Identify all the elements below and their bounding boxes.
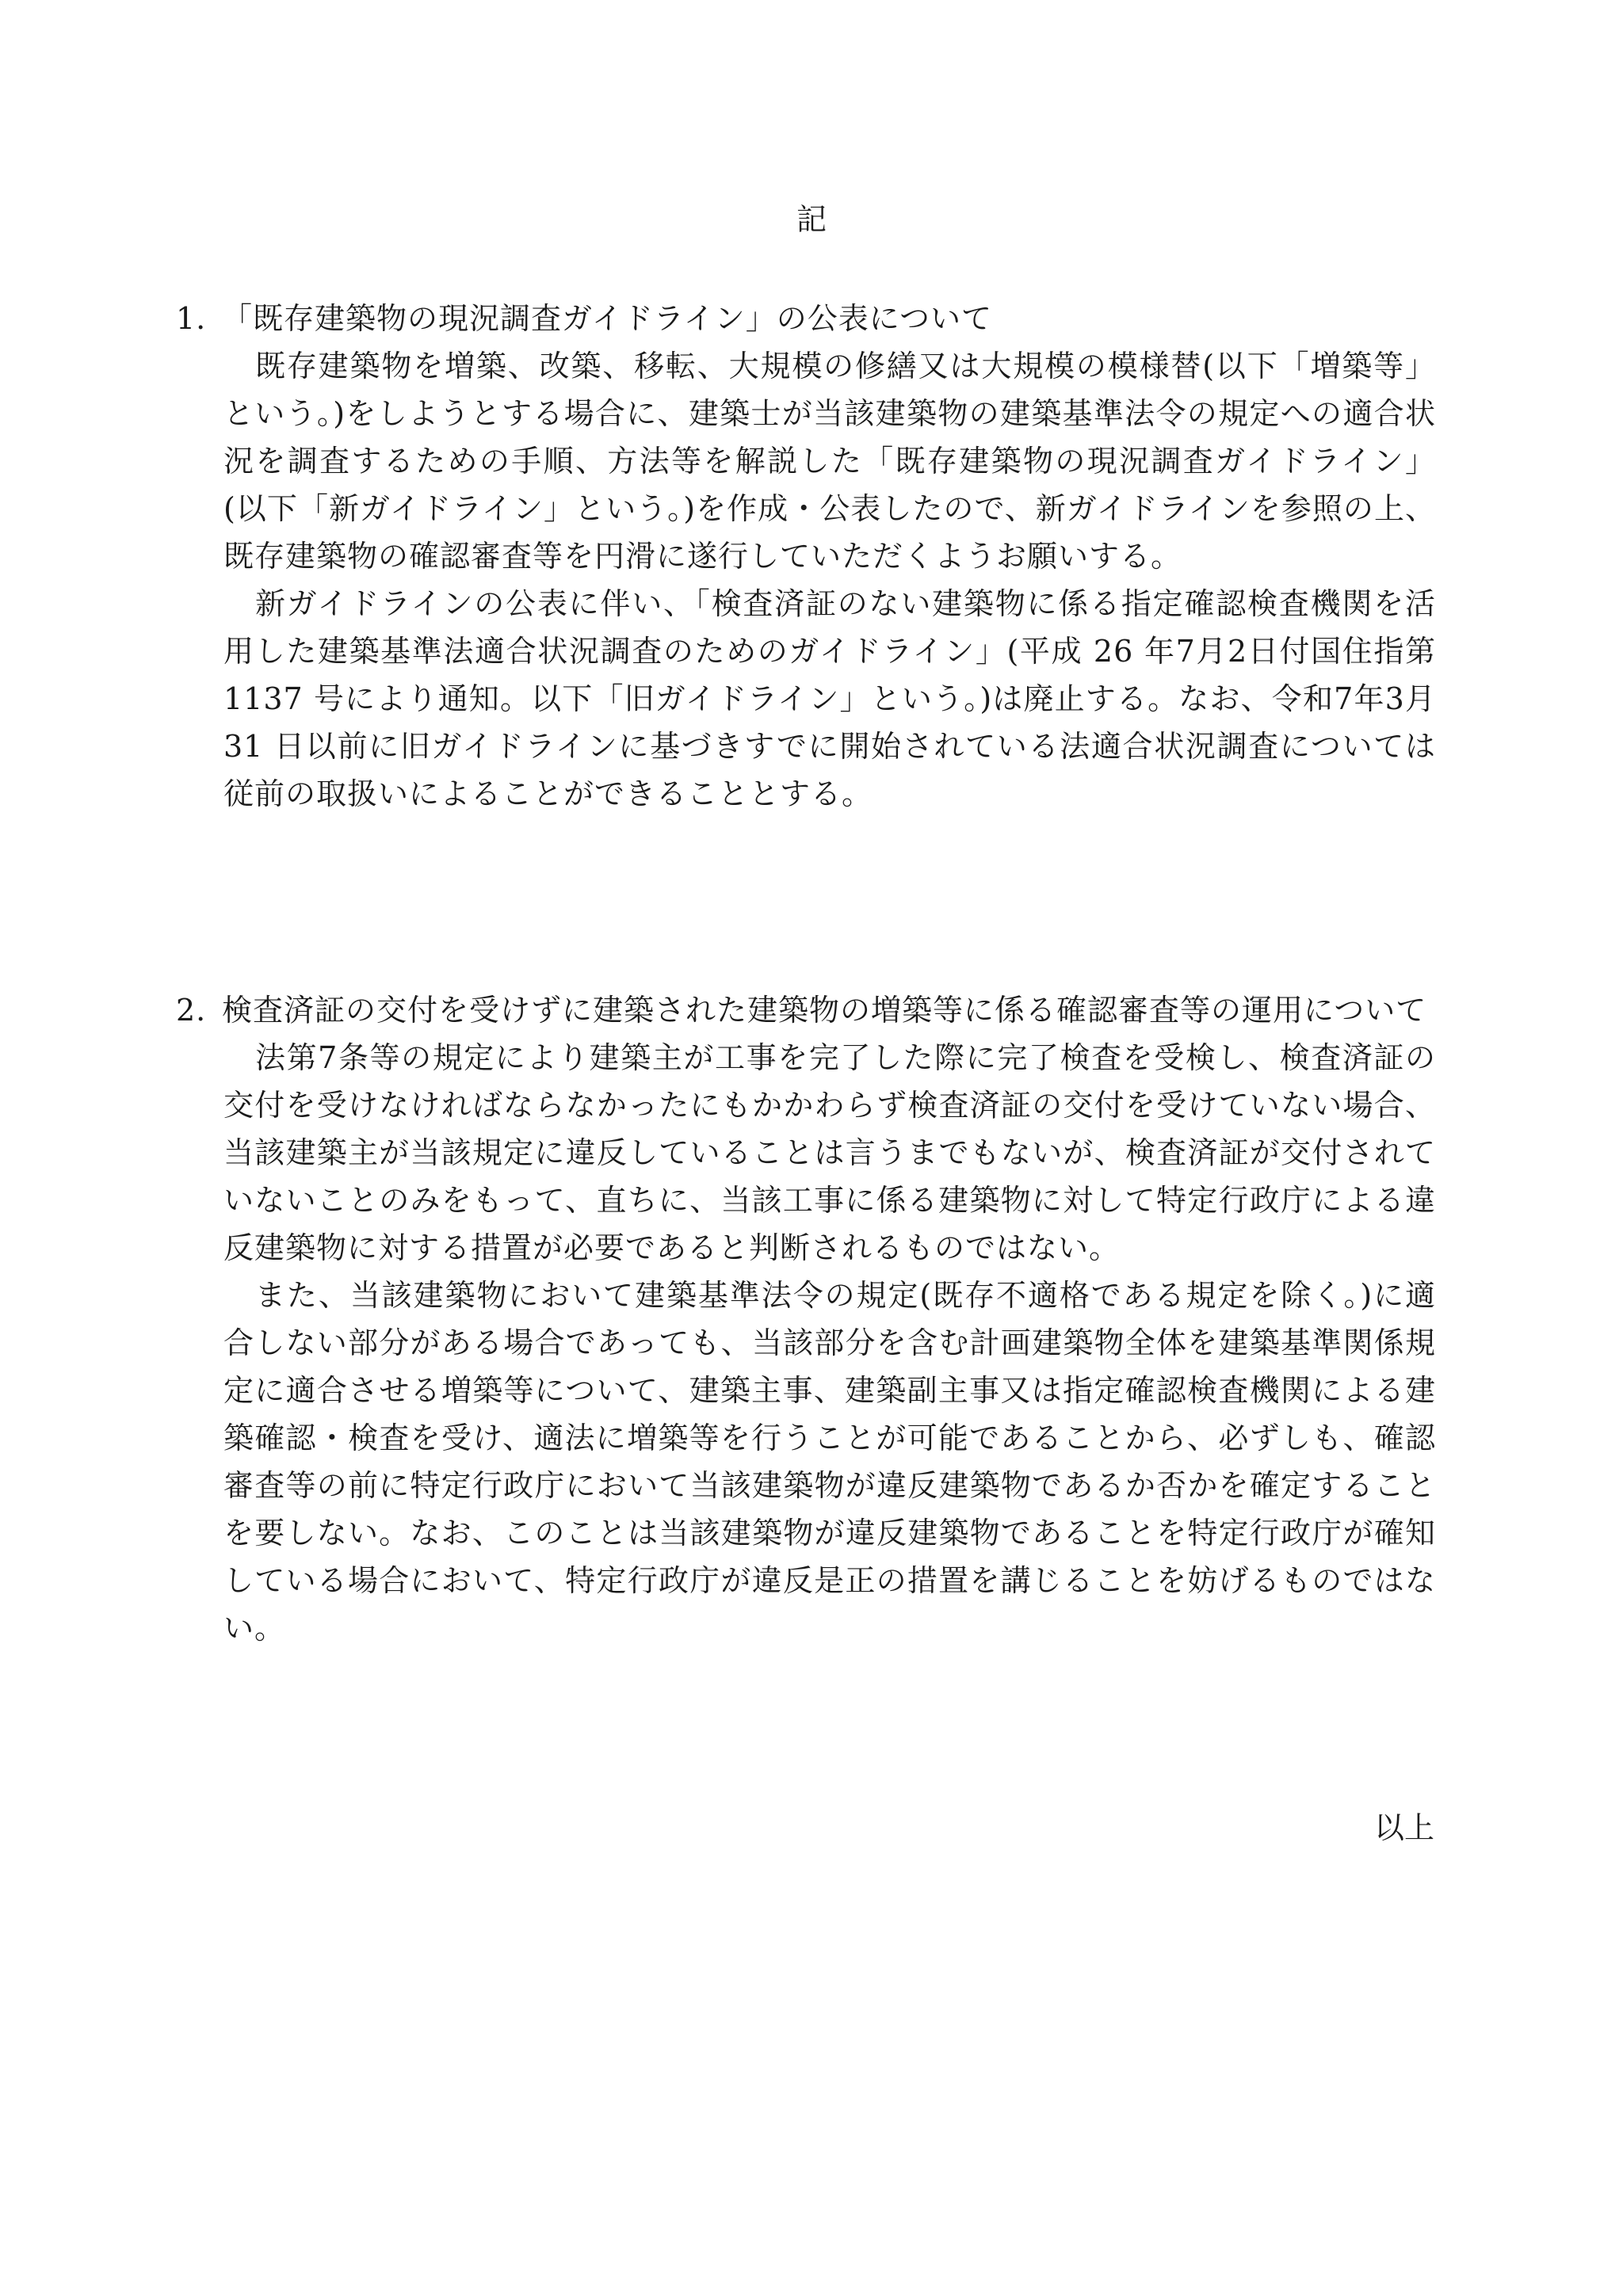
- section-1-title-line: [176, 295, 1436, 342]
- section-1-paragraph-2: 新ガイドラインの公表に伴い、「検査済証のない建築物に係る指定確認検査機関を活用した建築基準法適合状況調査のためのガイドライン」(平成 26 年7月2日付国住指第 1137 号により通知。以下「旧ガイドライン」という。)は廃止する。なお、令和7年3月 31 日以前に旧ガイドラインに基づきすでに開始されている法適合状況調査については従前の取扱いによることができることとする。: [223, 586, 1436, 811]
- section-2-paragraph-2: また、当該建築物において建築基準法令の規定(既存不適格である規定を除く。)に適合しない部分がある場合であっても、当該部分を含む計画建築物全体を建築基準関係規定に適合させる増築等について、建築主事、建築副主事又は指定確認検査機関による建築確認・検査を受け、適法に増築等を行うことが可能であることから、必ずしも、確認審査等の前に特定行政庁において当該建築物が違反建築物であるか否かを確定することを要しない。なお、このことは当該建築物が違反建築物であることを特定行政庁が確知している場合において、特定行政庁が違反是正の措置を講じることを妨げるものではない。: [223, 1278, 1436, 1646]
- section-1: [176, 295, 1436, 818]
- section-2: [176, 986, 1436, 1652]
- section-1-paragraph-1: 既存建築物を増築、改築、移転、大規模の修繕又は大規模の模様替(以下「増築等」という。)をしようとする場合に、建築士が当該建築物の建築基準法令の規定への適合状況を調査するための手順、方法等を解説した「既存建築物の現況調査ガイドライン」(以下「新ガイドライン」という。)を作成・公表したので、新ガイドラインを参照の上、既存建築物の確認審査等を円滑に遂行していただくようお願いする。: [223, 349, 1436, 574]
- section-1-number: 1.: [176, 301, 207, 336]
- document-heading: 記: [796, 202, 827, 237]
- section-2-number: 2.: [176, 993, 207, 1028]
- section-1-title: 「既存建築物の現況調査ガイドライン」の公表について: [222, 301, 992, 336]
- section-2-title-line: [176, 986, 1436, 1034]
- section-2-title: 検査済証の交付を受けずに建築された建築物の増築等に係る確認審査等の運用について: [222, 993, 1427, 1028]
- section-2-paragraph-1: 法第7条等の規定により建築主が工事を完了した際に完了検査を受検し、検査済証の交付を受けなければならなかったにもかかわらず検査済証の交付を受けていない場合、当該建築主が当該規定に違反していることは言うまでもないが、検査済証が交付されていないことのみをもって、直ちに、当該工事に係る建築物に対して特定行政庁による違反建築物に対する措置が必要であると判断されるものではない。: [223, 1040, 1436, 1265]
- closing-mark: 以上: [1373, 1810, 1434, 1845]
